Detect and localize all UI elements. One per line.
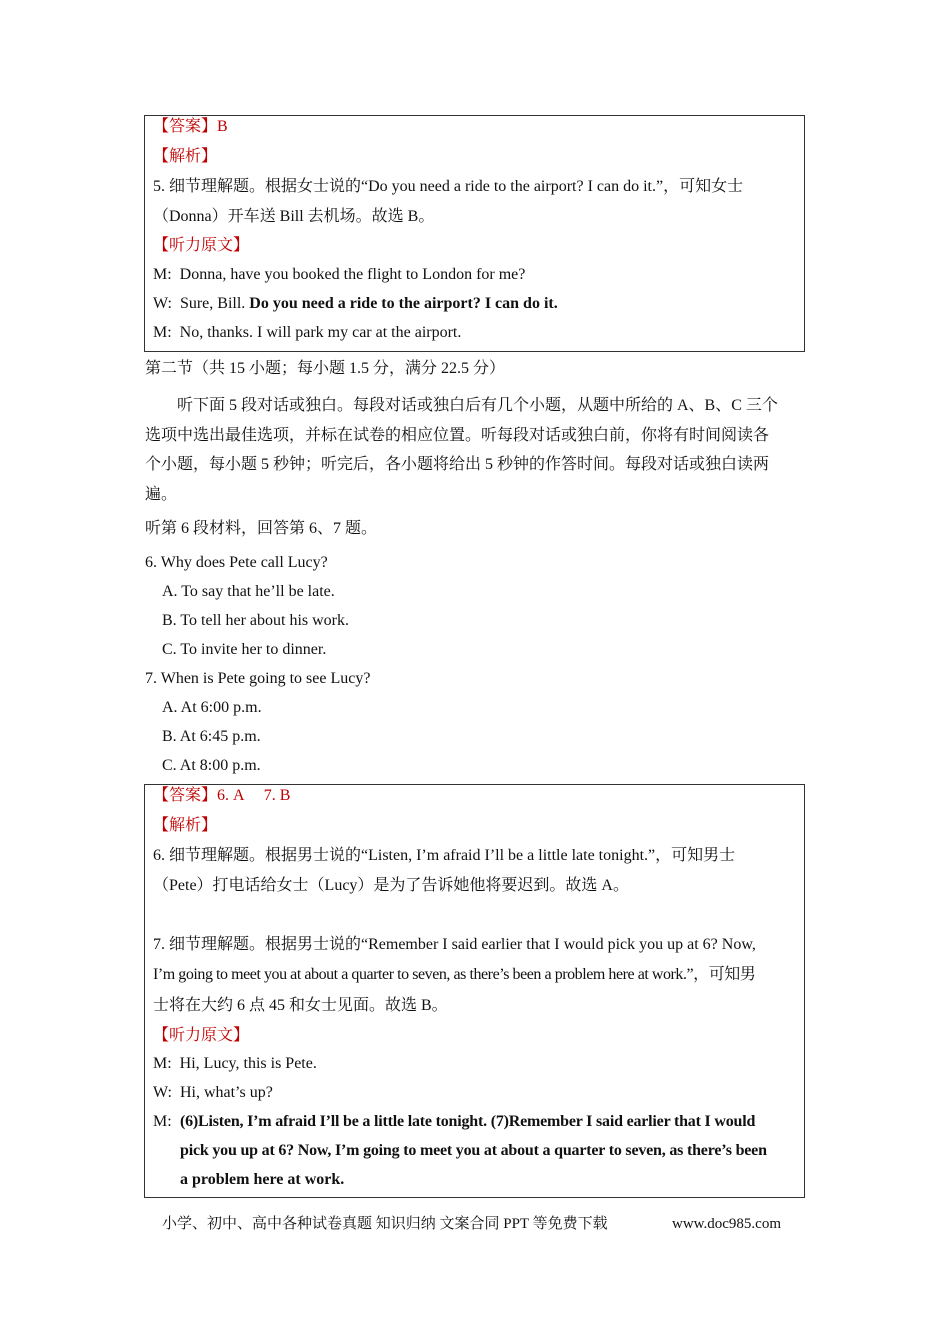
analysis-text-line: 7. 细节理解题。根据男士说的“Remember I said earlier that I would pick you up at 6? Now, [153,936,756,953]
footer-url[interactable]: www.doc985.com [672,1216,782,1232]
question-option: A. At 6:00 p.m. [162,699,262,716]
material-note: 听第 6 段材料，回答第 6、7 题。 [145,520,378,537]
utterance-key: a problem here at work. [180,1171,345,1188]
question-option: C. To invite her to dinner. [162,641,327,658]
answer-tag: 【答案】 [153,787,218,804]
analysis-text-line: I’m going to meet you at about a quarter to seven, as there’s been a problem here at work.”，可知男 [153,966,756,983]
analysis-tag: 【解析】 [153,817,218,834]
utterance: Sure, Bill. [179,295,250,312]
analysis-text-line: （Pete）打电话给女士（Lucy）是为了告诉她他将要迟到。故选 A。 [153,877,629,894]
answer-row-5 [153,117,228,137]
utterance-key: Do you need a ride to the airport? I can do it. [249,295,558,312]
utterance: Hi, Lucy, this is Pete. [179,1055,317,1072]
question-option: A. To say that he’ll be late. [162,583,335,600]
transcript-line [153,265,525,285]
speaker-label: M: [153,1055,172,1072]
transcript-line [153,1054,317,1074]
footer-text: 小学、初中、高中各种试卷真题 知识归纳 文案合同 PPT 等免费下载 [162,1216,608,1232]
instructions-line: 选项中选出最佳选项，并标在试卷的相应位置。听每段对话或独白前，你将有时间阅读各 [145,427,770,444]
section-title: 第二节（共 15 小题；每小题 1.5 分，满分 22.5 分） [145,360,506,377]
question-stem: 7. When is Pete going to see Lucy? [145,670,371,687]
question-option: B. To tell her about his work. [162,612,350,629]
answer-row-6-7 [153,786,290,806]
utterance: No, thanks. I will park my car at the airport. [179,324,462,341]
answer-box-5 [144,115,805,352]
analysis-text-line: 5. 细节理解题。根据女士说的“Do you need a ride to the airport? I can do it.”，可知女士 [153,178,744,195]
question-stem: 6. Why does Pete call Lucy? [145,554,328,571]
transcript-line [153,294,558,314]
utterance-key: (6)Listen, I’m afraid I’ll be a little late tonight. (7)Remember I said earlier that I would [180,1113,756,1130]
question-option: C. At 8:00 p.m. [162,757,261,774]
utterance-key: pick you up at 6? Now, I’m going to meet you at about a quarter to seven, as there’s been [180,1142,767,1159]
question-option: B. At 6:45 p.m. [162,728,261,745]
answer-value: B [217,118,228,135]
transcript-line [153,1083,273,1103]
instructions-line: 遍。 [145,486,178,503]
answer-tag: 【答案】 [153,118,218,135]
answer-value: 6. A 7. B [217,787,291,804]
instructions-line: 个小题，每小题 5 秒钟；听完后，各小题将给出 5 秒钟的作答时间。每段对话或独白读两 [145,456,770,473]
analysis-text-line: 6. 细节理解题。根据男士说的“Listen, I’m afraid I’ll be a little late tonight.”，可知男士 [153,847,736,864]
speaker-label: M: [153,1113,172,1130]
speaker-label: W: [153,1084,172,1101]
utterance: Hi, what’s up? [179,1084,273,1101]
transcript-tag: 【听力原文】 [153,237,250,254]
transcript-line [153,323,461,343]
analysis-tag: 【解析】 [153,148,218,165]
instructions-line: 听下面 5 段对话或独白。每段对话或独白后有几个小题，从题中所给的 A、B、C 三个 [177,397,778,414]
transcript-tag: 【听力原文】 [153,1027,250,1044]
speaker-label: M: [153,324,172,341]
analysis-text-line: 士将在大约 6 点 45 和女士见面。故选 B。 [153,997,448,1014]
utterance: Donna, have you booked the flight to London for me? [179,266,526,283]
speaker-label: W: [153,295,172,312]
analysis-text-line: （Donna）开车送 Bill 去机场。故选 B。 [153,208,435,225]
speaker-label: M: [153,266,172,283]
